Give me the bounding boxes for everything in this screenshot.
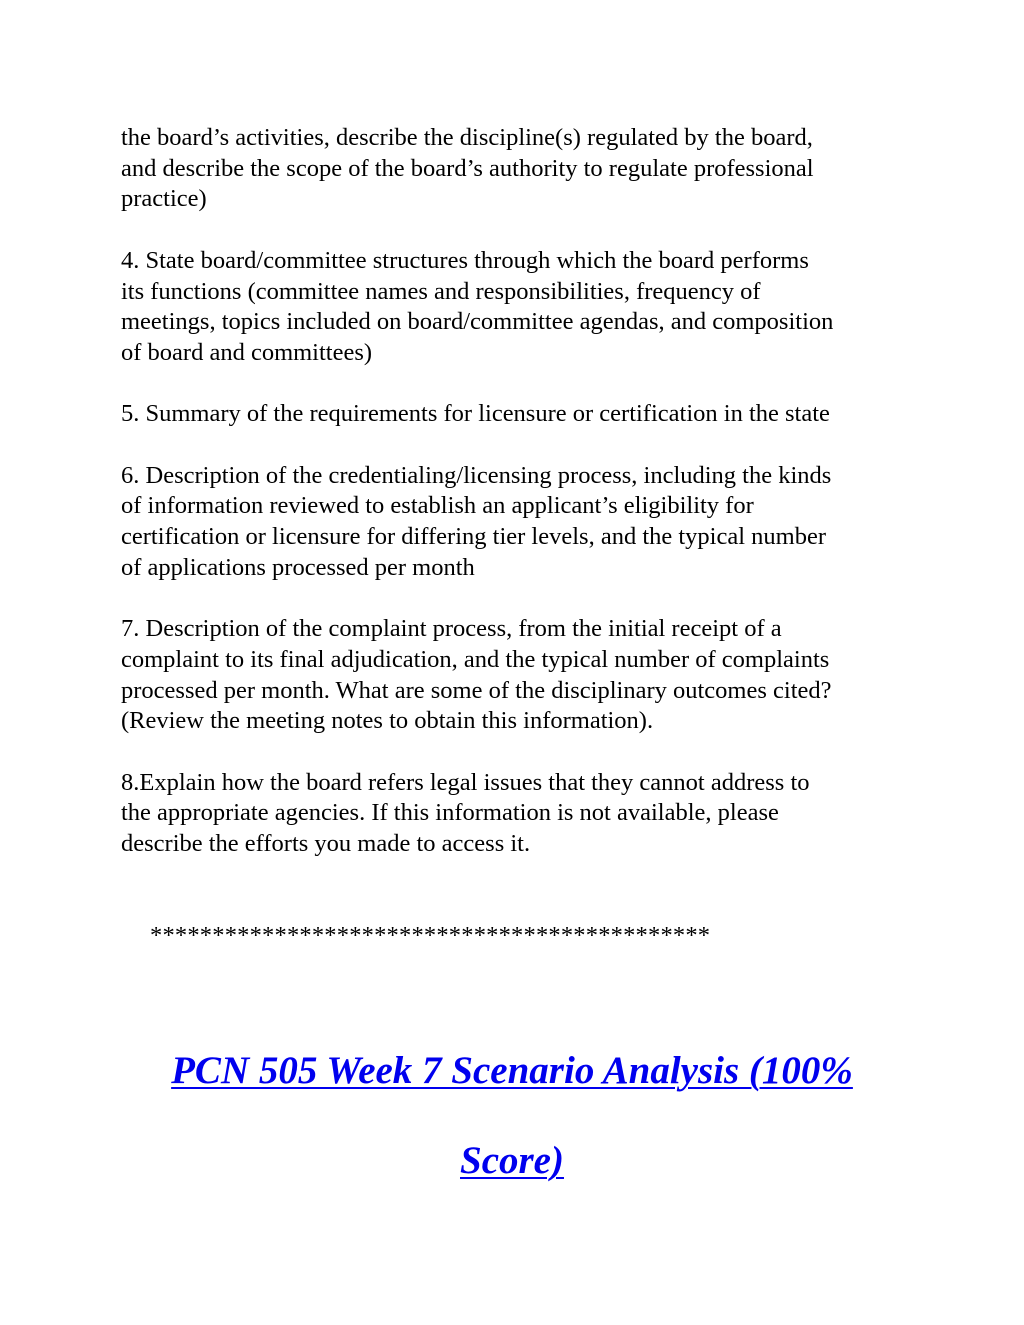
text-line: (Review the meeting notes to obtain this information).	[121, 707, 654, 735]
heading-line-2	[0, 1138, 1024, 1184]
heading-line-1	[0, 1048, 1024, 1094]
paragraph-item-7	[121, 614, 911, 737]
text-line: its functions (committee names and responsibilities, frequency of	[121, 277, 761, 305]
paragraph-item-8	[121, 768, 911, 860]
body-text	[121, 123, 911, 890]
text-line: 4. State board/committee structures through which the board performs	[121, 246, 809, 274]
text-line: 8.Explain how the board refers legal issues that they cannot address to	[121, 768, 810, 796]
text-line: the board’s activities, describe the discipline(s) regulated by the board,	[121, 124, 813, 151]
paragraph-board-activities	[121, 123, 911, 215]
scenario-analysis-link[interactable]: PCN 505 Week 7 Scenario Analysis (100%	[171, 1049, 853, 1092]
text-line: 7. Description of the complaint process, from the initial receipt of a	[121, 615, 782, 643]
text-line: 6. Description of the credentialing/licensing process, including the kinds	[121, 461, 832, 489]
text-line: practice)	[121, 185, 207, 213]
text-line: of information reviewed to establish an applicant’s eligibility for	[121, 492, 754, 520]
paragraph-item-5	[121, 399, 911, 430]
text-line: describe the efforts you made to access it.	[121, 830, 531, 858]
text-line: 5. Summary of the requirements for licensure or certification in the state	[121, 400, 830, 428]
text-line: the appropriate agencies. If this information is not available, please	[121, 799, 779, 827]
paragraph-item-6	[121, 461, 911, 584]
text-line: and describe the scope of the board’s authority to regulate professional	[121, 154, 814, 182]
text-line: of applications processed per month	[121, 553, 475, 581]
text-line: certification or licensure for differing tier levels, and the typical number	[121, 523, 827, 551]
asterisk-separator: *********************************************	[150, 922, 711, 949]
scenario-analysis-link-continued[interactable]: Score)	[460, 1139, 564, 1182]
text-line: processed per month. What are some of the disciplinary outcomes cited?	[121, 676, 832, 704]
paragraph-item-4	[121, 246, 911, 369]
text-line: complaint to its final adjudication, and the typical number of complaints	[121, 645, 830, 673]
text-line: of board and committees)	[121, 338, 373, 366]
text-line: meetings, topics included on board/committee agendas, and composition	[121, 308, 834, 336]
